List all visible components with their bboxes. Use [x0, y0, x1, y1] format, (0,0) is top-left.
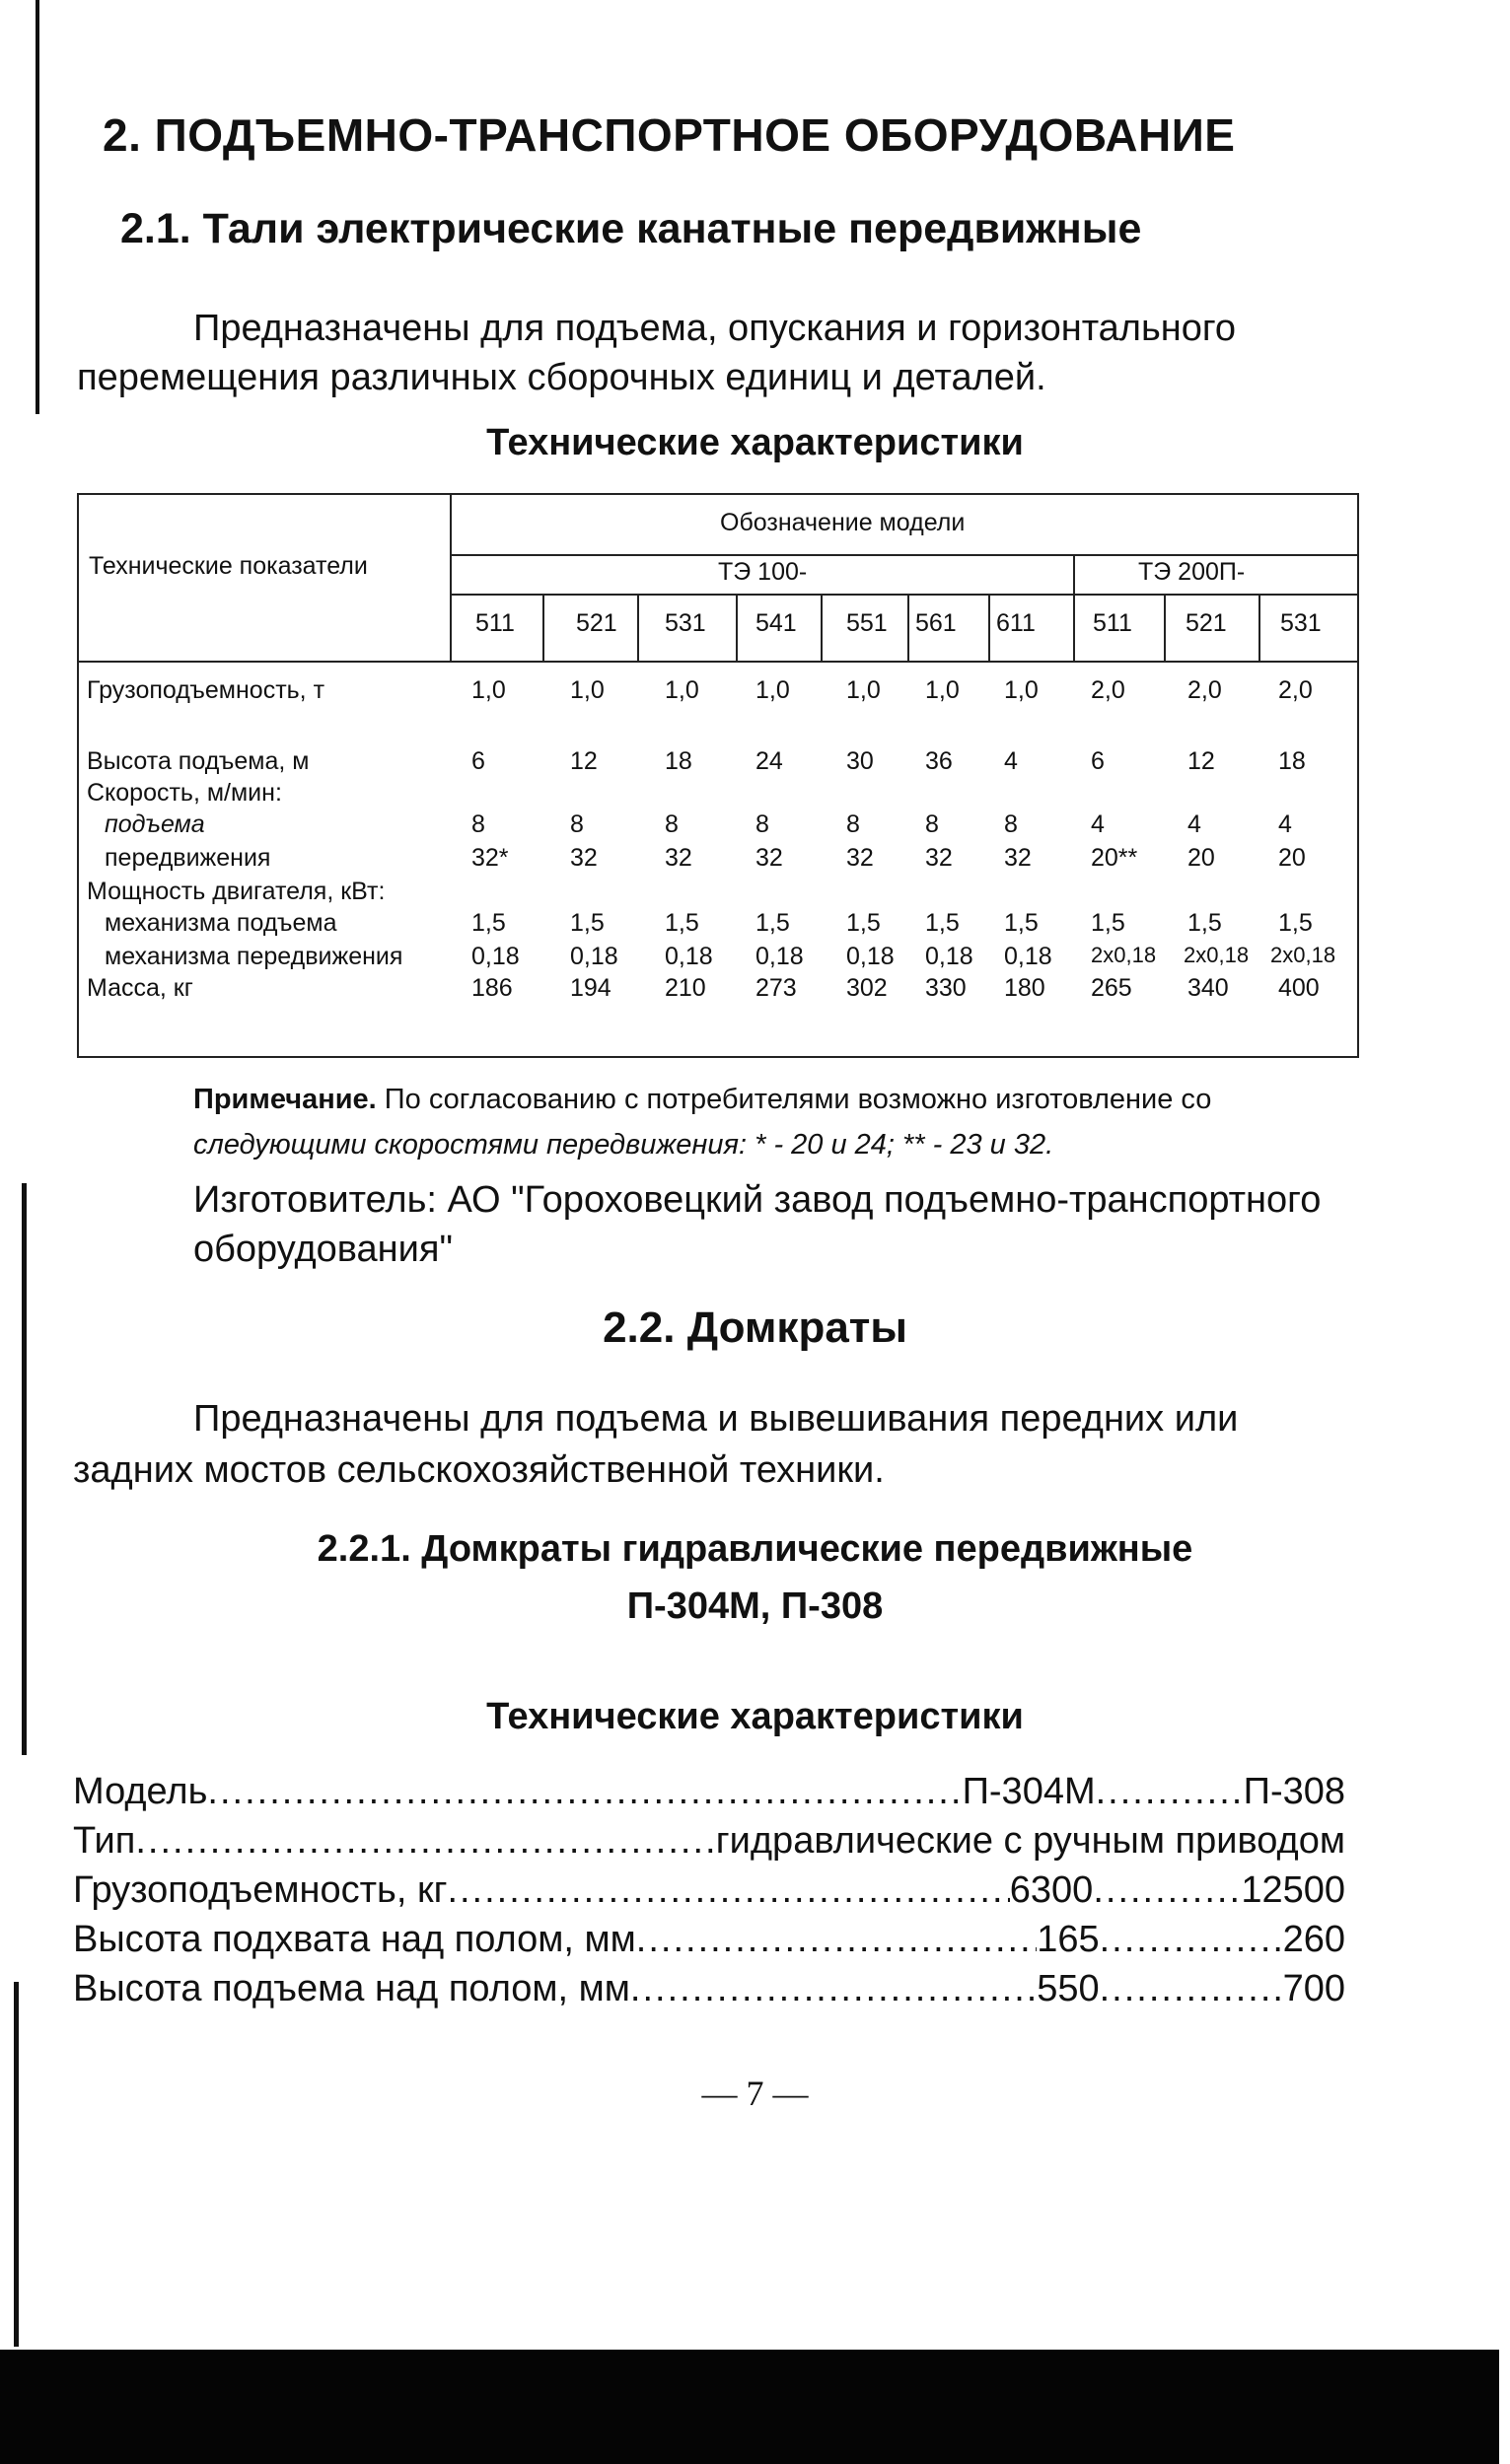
table-cell: 8: [570, 810, 584, 838]
table-cell: 32*: [471, 844, 509, 872]
table-cell: 32: [925, 844, 953, 872]
table-cell: 1,5: [570, 909, 605, 937]
table-cell: 1,5: [471, 909, 506, 937]
jacks-line-1: Предназначены для подъема и вывешивания передних или: [193, 1398, 1239, 1440]
model-header: 511: [475, 609, 515, 637]
table-cell: 273: [755, 974, 797, 1002]
spec-row-pickup-height: Высота подхвата над полом, мм ..... 165 ..... 260: [73, 1919, 1345, 1968]
table-cell: 12: [570, 747, 598, 775]
model-header: 511: [1093, 609, 1132, 637]
table-cell: 6: [1091, 747, 1105, 775]
table-cell: 4: [1187, 810, 1201, 838]
table-cell: 2х0,18: [1091, 943, 1157, 967]
table-cell: 1,0: [570, 676, 605, 704]
section-title: 2. ПОДЪЕМНО-ТРАНСПОРТНОЕ ОБОРУДОВАНИЕ: [103, 109, 1236, 161]
table-cell: 2,0: [1091, 676, 1125, 704]
table-cell: 0,18: [665, 943, 713, 970]
table-cell: 1,0: [1004, 676, 1039, 704]
spec-value-2: 12500: [1241, 1869, 1345, 1911]
table-cell: 1,0: [925, 676, 960, 704]
table-cell: 4: [1091, 810, 1105, 838]
table-cell: 32: [846, 844, 874, 872]
model-header: 531: [1280, 609, 1322, 637]
manufacturer-line-2: оборудования": [193, 1229, 453, 1270]
table-cell: 1,0: [665, 676, 699, 704]
table-cell: 1,5: [1187, 909, 1222, 937]
spec-row-model: Модель ..... П-304М ..... П-308: [73, 1771, 1345, 1820]
hydraulic-title-1: 2.2.1. Домкраты гидравлические передвижные: [317, 1528, 1193, 1570]
table-row-label: Скорость, м/мин:: [87, 779, 282, 807]
table-cell: 1,5: [665, 909, 699, 937]
jacks-line-2: задних мостов сельскохозяйственной техники.: [73, 1449, 885, 1491]
model-header: 541: [755, 609, 797, 637]
table-cell: 1,0: [755, 676, 790, 704]
table-cell: 330: [925, 974, 967, 1002]
table-cell: 180: [1004, 974, 1045, 1002]
header-group-te200: ТЭ 200П-: [1138, 558, 1246, 586]
hydraulic-title-2: П-304М, П-308: [626, 1585, 884, 1627]
table-cell: 2х0,18: [1270, 943, 1336, 967]
note: [193, 1077, 1211, 1122]
table-cell: 400: [1278, 974, 1320, 1002]
table-cell: 24: [755, 747, 783, 775]
model-header: 531: [665, 609, 706, 637]
table-cell: 1,5: [1004, 909, 1039, 937]
spec-value-2: гидравлические с ручным приводом: [715, 1820, 1345, 1862]
model-header: 551: [846, 609, 888, 637]
table-cell: 32: [570, 844, 598, 872]
table-cell: 20**: [1091, 844, 1138, 872]
table-cell: 210: [665, 974, 706, 1002]
spec-row-capacity: Грузоподъемность, кг ..... 6300 ..... 12500: [73, 1869, 1345, 1919]
scan-edge-line-bottom: [22, 1183, 27, 1755]
jacks-title: 2.2. Домкраты: [603, 1303, 907, 1352]
table-cell: 8: [665, 810, 679, 838]
table-cell: 20: [1187, 844, 1215, 872]
table-row-label: передвижения: [105, 844, 271, 872]
specs-table: [77, 493, 1359, 1058]
table-cell: 0,18: [846, 943, 895, 970]
table-cell: 8: [846, 810, 860, 838]
table-cell: 18: [1278, 747, 1306, 775]
table-row-label: механизма передвижения: [105, 943, 403, 970]
table-cell: 0,18: [925, 943, 973, 970]
table-cell: 20: [1278, 844, 1306, 872]
table-cell: 12: [1187, 747, 1215, 775]
spec-value-1: П-304М: [962, 1771, 1096, 1812]
intro-line-2: перемещения различных сборочных единиц и деталей.: [77, 357, 1046, 398]
spec-row-lift-height: Высота подъема над полом, мм ..... 550 ..... 700: [73, 1968, 1345, 2017]
page-number: — 7 —: [701, 2074, 809, 2113]
table-cell: 1,0: [471, 676, 506, 704]
table-cell: 32: [665, 844, 692, 872]
table-cell: 1,5: [1091, 909, 1125, 937]
spec-value-2: П-308: [1243, 1771, 1345, 1812]
table-row-label: Мощность двигателя, кВт:: [87, 878, 386, 905]
table-cell: 2,0: [1278, 676, 1313, 704]
table-cell: 18: [665, 747, 692, 775]
scan-edge-line-top: [36, 0, 39, 414]
header-group-te100: ТЭ 100-: [718, 558, 808, 586]
spec-value-1: 165: [1037, 1919, 1100, 1960]
model-header: 561: [915, 609, 957, 637]
spec-row-type: Тип ..... гидравлические с ручным приводом: [73, 1820, 1345, 1869]
table-cell: 32: [1004, 844, 1032, 872]
scan-edge-line-lower: [14, 1982, 19, 2347]
tech-title-2: Технические характеристики: [486, 1696, 1024, 1737]
table-cell: 8: [755, 810, 769, 838]
tech-title: Технические характеристики: [486, 422, 1024, 463]
table-cell: 4: [1004, 747, 1018, 775]
table-cell: 0,18: [755, 943, 804, 970]
spec-value-2: 700: [1282, 1968, 1345, 2009]
model-header: 611: [996, 609, 1036, 637]
note-text-2: следующими скоростями передвижения: * - 20 и 24; ** - 23 и 32.: [193, 1129, 1054, 1161]
table-cell: 1,5: [925, 909, 960, 937]
intro-line-1: Предназначены для подъема, опускания и горизонтального: [193, 308, 1237, 349]
spec-value-2: 260: [1282, 1919, 1345, 1960]
table-cell: 30: [846, 747, 874, 775]
table-cell: 1,5: [846, 909, 881, 937]
table-cell: 0,18: [1004, 943, 1052, 970]
table-row-label: Высота подъема, м: [87, 747, 310, 775]
spec-value-1: 6300: [1009, 1869, 1094, 1911]
table-cell: 1,5: [1278, 909, 1313, 937]
table-cell: 0,18: [570, 943, 618, 970]
table-cell: 0,18: [471, 943, 520, 970]
table-cell: 265: [1091, 974, 1132, 1002]
header-indicators: Технические показатели: [89, 552, 368, 580]
table-cell: 36: [925, 747, 953, 775]
model-header: 521: [576, 609, 617, 637]
table-cell: 2х0,18: [1184, 943, 1250, 967]
table-cell: 1,0: [846, 676, 881, 704]
manufacturer-line-1: Изготовитель: АО "Гороховецкий завод подъемно-транспортного: [193, 1179, 1322, 1221]
table-cell: 32: [755, 844, 783, 872]
table-cell: 8: [1004, 810, 1018, 838]
table-cell: 186: [471, 974, 513, 1002]
table-cell: 8: [925, 810, 939, 838]
subsection-title: 2.1. Тали электрические канатные передвижные: [120, 205, 1142, 252]
table-row-label: Грузоподъемность, т: [87, 676, 325, 704]
header-model: Обозначение модели: [720, 509, 966, 536]
table-row-label: подъема: [105, 810, 205, 838]
table-cell: 302: [846, 974, 888, 1002]
table-row-label: Масса, кг: [87, 974, 193, 1002]
note-text-1: По согласованию с потребителями возможно изготовление со: [376, 1084, 1212, 1115]
table-cell: 340: [1187, 974, 1229, 1002]
table-cell: 4: [1278, 810, 1292, 838]
spec-value-1: 550: [1037, 1968, 1100, 2009]
table-cell: 8: [471, 810, 485, 838]
table-cell: 2,0: [1187, 676, 1222, 704]
note-label: Примечание.: [193, 1084, 377, 1115]
model-header: 521: [1186, 609, 1227, 637]
scan-bottom-bar: [0, 2350, 1499, 2464]
table-cell: 6: [471, 747, 485, 775]
table-cell: 194: [570, 974, 611, 1002]
table-row-label: механизма подъема: [105, 909, 337, 937]
table-cell: 1,5: [755, 909, 790, 937]
